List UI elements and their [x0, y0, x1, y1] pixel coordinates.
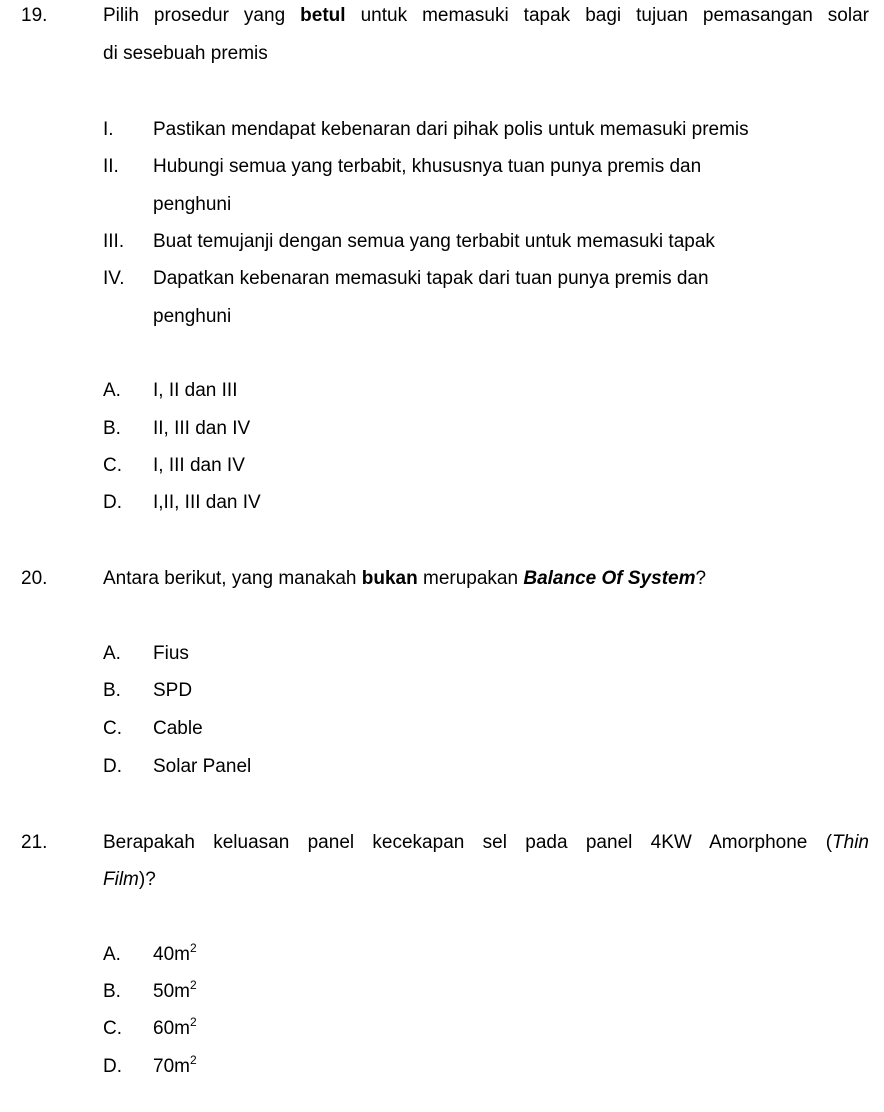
option-letter: C. [103, 455, 122, 476]
question-number: 20. [21, 568, 48, 589]
question-stem: Antara berikut, yang manakah bukan merupakan Balance Of System? [103, 568, 707, 589]
question-stem-line-1: Pilih prosedur yang betul untuk memasuki tapak bagi tujuan pemasangan solar [103, 5, 869, 26]
statement-text: Hubungi semua yang terbabit, khususnya tuan punya premis dan [153, 156, 702, 177]
option-letter: D. [103, 756, 122, 777]
statement-number: III. [103, 231, 125, 252]
option-text: II, III dan IV [153, 418, 251, 439]
option-text: SPD [153, 680, 193, 701]
option-letter: C. [103, 1018, 122, 1039]
option-letter: D. [103, 1056, 122, 1077]
statement-text: Dapatkan kebenaran memasuki tapak dari tuan punya premis dan [153, 268, 709, 289]
question-number: 21. [21, 832, 48, 853]
option-letter: C. [103, 718, 122, 739]
option-letter: A. [103, 643, 121, 664]
option-letter: B. [103, 680, 121, 701]
option-letter: A. [103, 944, 121, 965]
option-text: Cable [153, 718, 203, 739]
option-text: $70m^2$ [153, 1053, 197, 1077]
option-text: I, III dan IV [153, 455, 245, 476]
option-text: Fius [153, 643, 189, 664]
option-text: I,II, III dan IV [153, 492, 261, 513]
option-letter: A. [103, 380, 121, 401]
option-letter: D. [103, 492, 122, 513]
statement-text-cont: penghuni [153, 194, 232, 215]
question-number: 19. [21, 5, 48, 26]
option-text: I, II dan III [153, 380, 238, 401]
option-letter: B. [103, 418, 121, 439]
statement-text: Pastikan mendapat kebenaran dari pihak polis untuk memasuki premis [153, 119, 749, 140]
statement-number: II. [103, 156, 119, 177]
statement-number: I. [103, 119, 114, 140]
question-stem-line-2: di sesebuah premis [103, 43, 268, 64]
option-text: $50m^2$ [153, 978, 197, 1002]
option-text: Solar Panel [153, 756, 252, 777]
option-text: $40m^2$ [153, 941, 197, 965]
statement-text-cont: penghuni [153, 306, 232, 327]
option-text: $60m^2$ [153, 1015, 197, 1039]
statement-text: Buat temujanji dengan semua yang terbabit untuk memasuki tapak [153, 231, 715, 252]
question-stem-line-2: Film)? [103, 869, 156, 890]
question-stem-line-1: Berapakah keluasan panel kecekapan sel pada panel 4KW Amorphone (Thin [103, 832, 869, 853]
statement-number: IV. [103, 268, 125, 289]
option-letter: B. [103, 981, 121, 1002]
